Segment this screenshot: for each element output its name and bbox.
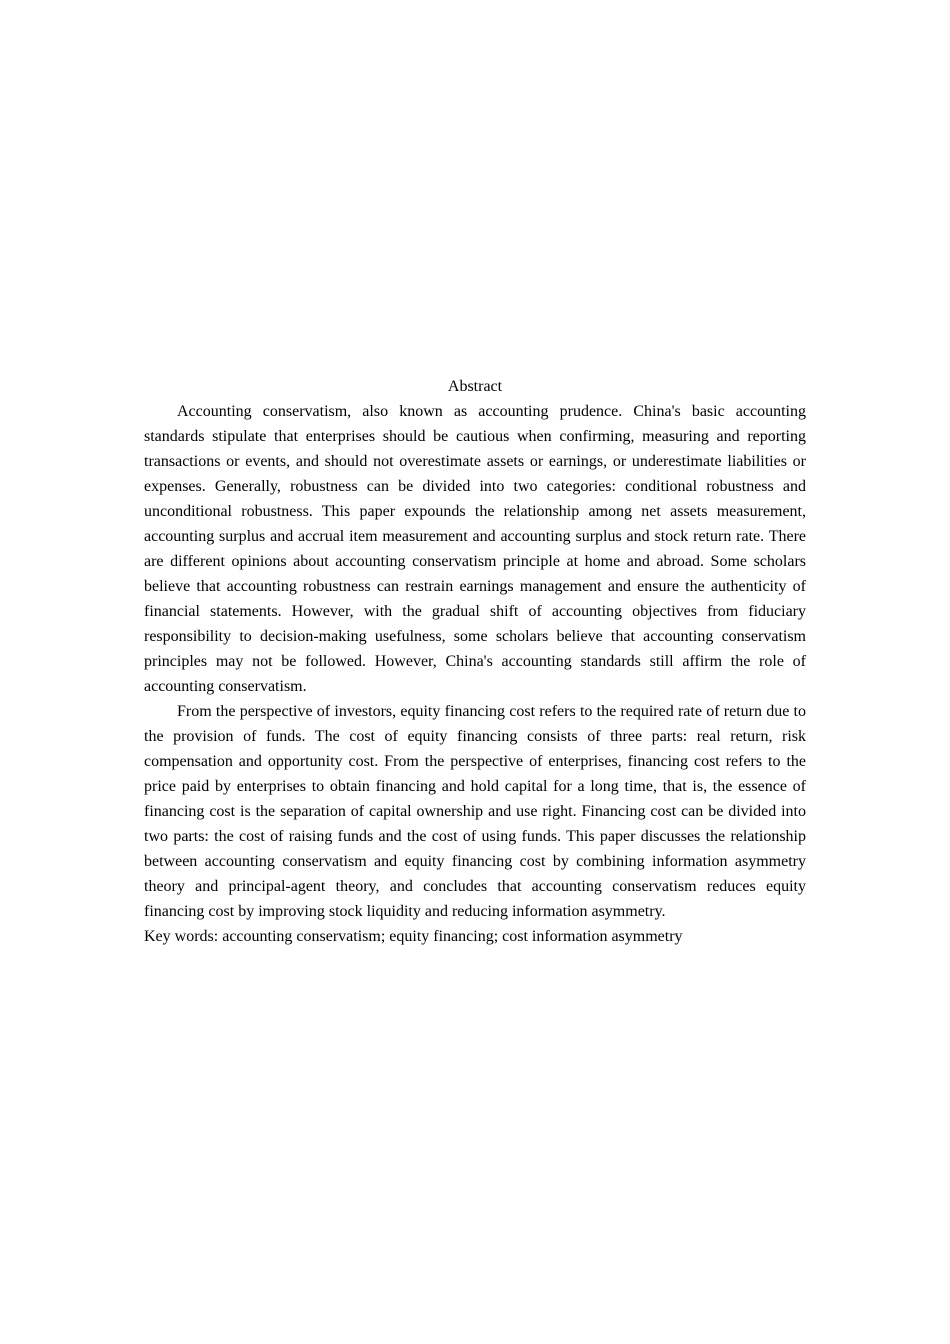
abstract-paragraph-2: From the perspective of investors, equity financing cost refers to the required rate of return due to the provision of funds. The cost of equity financing consists of three parts: real return, risk compensation and opportunity cost. From the perspective of enterprises, financing cost refers to the price paid by enterprises to obtain financing and hold capital for a long time, that is, the essence of financing cost is the separation of capital ownership and use right. Financing cost can be divided into two parts: the cost of raising funds and the cost of using funds. This paper discusses the relationship between accounting conservatism and equity financing cost by combining information asymmetry theory and principal-agent theory, and concludes that accounting conservatism reduces equity financing cost by improving stock liquidity and reducing information asymmetry.	[144, 703, 806, 920]
abstract-title: Abstract	[447, 378, 503, 395]
keywords-line: Key words: accounting conservatism; equity financing; cost information asymmetry	[144, 928, 683, 945]
abstract-section	[144, 374, 806, 949]
abstract-paragraph-1: Accounting conservatism, also known as accounting prudence. China's basic accounting standards stipulate that enterprises should be cautious when confirming, measuring and reporting transactions or events, and should not overestimate assets or earnings, or underestimate liabilities or expenses. Generally, robustness can be divided into two categories: conditional robustness and unconditional robustness. This paper expounds the relationship among net assets measurement, accounting surplus and accrual item measurement and accounting surplus and stock return rate. There are different opinions about accounting conservatism principle at home and abroad. Some scholars believe that accounting robustness can restrain earnings management and ensure the authenticity of financial statements. However, with the gradual shift of accounting objectives from fiduciary responsibility to decision-making usefulness, some scholars believe that accounting conservatism principles may not be followed. However, China's accounting standards still affirm the role of accounting conservatism.	[144, 403, 806, 695]
